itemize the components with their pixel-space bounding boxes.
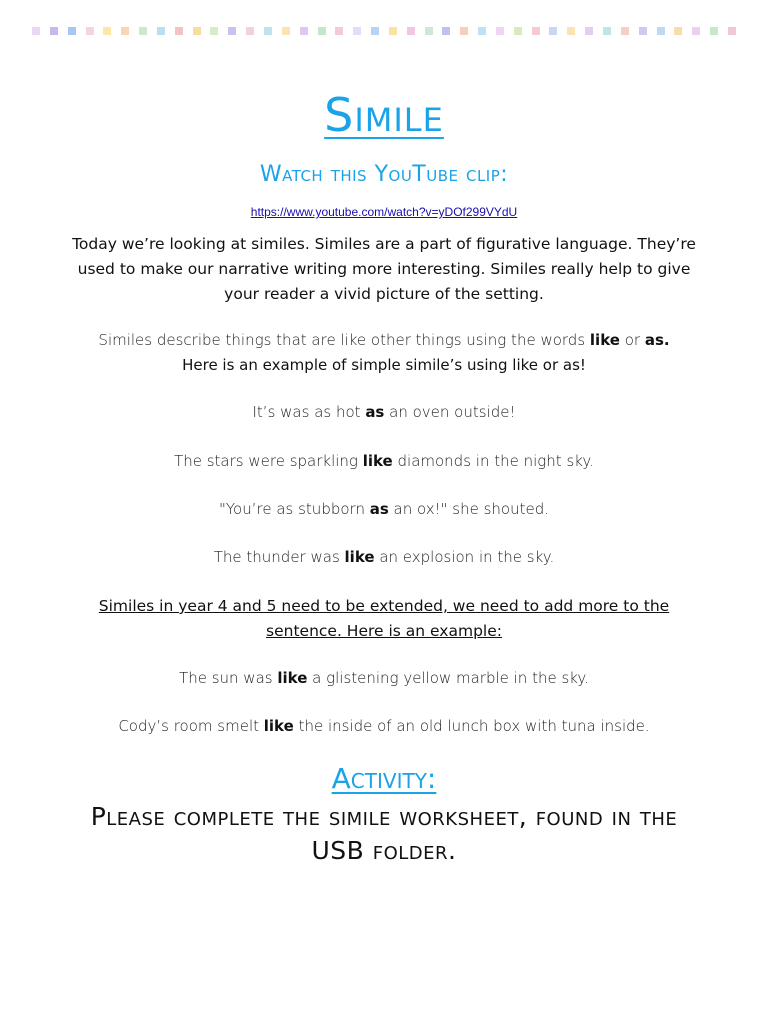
youtube-link[interactable]: https://www.youtube.com/watch?v=yDOf299VYdU (250, 205, 518, 219)
decorative-dot (139, 27, 147, 35)
decorative-dot (318, 27, 326, 35)
decorative-dot (175, 27, 183, 35)
example-text: diamonds in the night sky. (392, 452, 594, 470)
example-text: "You’re as stubborn (218, 500, 370, 518)
example-keyword: like (263, 717, 294, 735)
decorative-dot (103, 27, 111, 35)
explanation-line-2: Here is an example of simple simile’s using like or as! (182, 356, 586, 374)
decorative-dot (657, 27, 665, 35)
example-keyword: as (365, 403, 385, 421)
explanation-or: or (619, 331, 645, 349)
decorative-dot (460, 27, 468, 35)
example-text: the inside of an old lunch box with tuna inside. (293, 717, 650, 735)
decorative-dot (210, 27, 218, 35)
example-text: an oven outside! (384, 403, 516, 421)
decorative-dot (68, 27, 76, 35)
decorative-dot (567, 27, 575, 35)
example-text: The thunder was (213, 548, 345, 566)
decorative-dot (710, 27, 718, 35)
intro-paragraph: Today we’re looking at similes. Similes are a part of figurative language. They’re used to make our narrative writing more interesting. Similes really help to give your reader a vivid picture of the setting. (72, 235, 696, 303)
decorative-dot (496, 27, 504, 35)
example-sentence (60, 497, 708, 522)
decorative-dot (157, 27, 165, 35)
example-text: an explosion in the sky. (374, 548, 555, 566)
decorative-dot (264, 27, 272, 35)
decorative-dot-border (32, 27, 736, 37)
decorative-dot (603, 27, 611, 35)
example-sentence (60, 449, 708, 474)
keyword-as: as. (644, 331, 670, 349)
decorative-dot (442, 27, 450, 35)
explanation-text: Similes describe things that are like other things using the words (98, 331, 590, 349)
decorative-dot (692, 27, 700, 35)
example-sentence (60, 545, 708, 570)
decorative-dot (86, 27, 94, 35)
example-sentence (60, 400, 708, 425)
decorative-dot (282, 27, 290, 35)
decorative-dot (621, 27, 629, 35)
decorative-dot (335, 27, 343, 35)
extended-similes-heading: Similes in year 4 and 5 need to be extended, we need to add more to the sentence. Here is an example: (98, 597, 670, 640)
decorative-dot (532, 27, 540, 35)
page-title: Simile (324, 88, 444, 142)
activity-instruction: Please complete the simile worksheet, found in the USB folder. (90, 802, 678, 865)
extended-example-sentence (60, 714, 708, 739)
example-text: It’s was as hot (252, 403, 366, 421)
decorative-dot (514, 27, 522, 35)
decorative-dot (246, 27, 254, 35)
decorative-dot (674, 27, 682, 35)
decorative-dot (639, 27, 647, 35)
decorative-dot (389, 27, 397, 35)
example-keyword: like (362, 452, 393, 470)
example-text: Cody’s room smelt (118, 717, 264, 735)
decorative-dot (353, 27, 361, 35)
decorative-dot (228, 27, 236, 35)
example-text: a glistening yellow marble in the sky. (307, 669, 589, 687)
decorative-dot (371, 27, 379, 35)
video-subtitle: Watch this YouTube clip: (259, 162, 509, 187)
activity-heading: Activity: (331, 762, 437, 795)
example-keyword: like (277, 669, 308, 687)
example-text: The sun was (179, 669, 278, 687)
decorative-dot (121, 27, 129, 35)
example-keyword: as (369, 500, 389, 518)
explanation-paragraph (60, 328, 708, 378)
decorative-dot (425, 27, 433, 35)
decorative-dot (300, 27, 308, 35)
decorative-dot (549, 27, 557, 35)
decorative-dot (50, 27, 58, 35)
example-text: The stars were sparkling (174, 452, 363, 470)
decorative-dot (193, 27, 201, 35)
decorative-dot (585, 27, 593, 35)
decorative-dot (32, 27, 40, 35)
decorative-dot (407, 27, 415, 35)
extended-example-sentence (60, 666, 708, 691)
decorative-dot (728, 27, 736, 35)
keyword-like: like (589, 331, 620, 349)
decorative-dot (478, 27, 486, 35)
example-text: an ox!" she shouted. (388, 500, 550, 518)
example-keyword: like (344, 548, 375, 566)
